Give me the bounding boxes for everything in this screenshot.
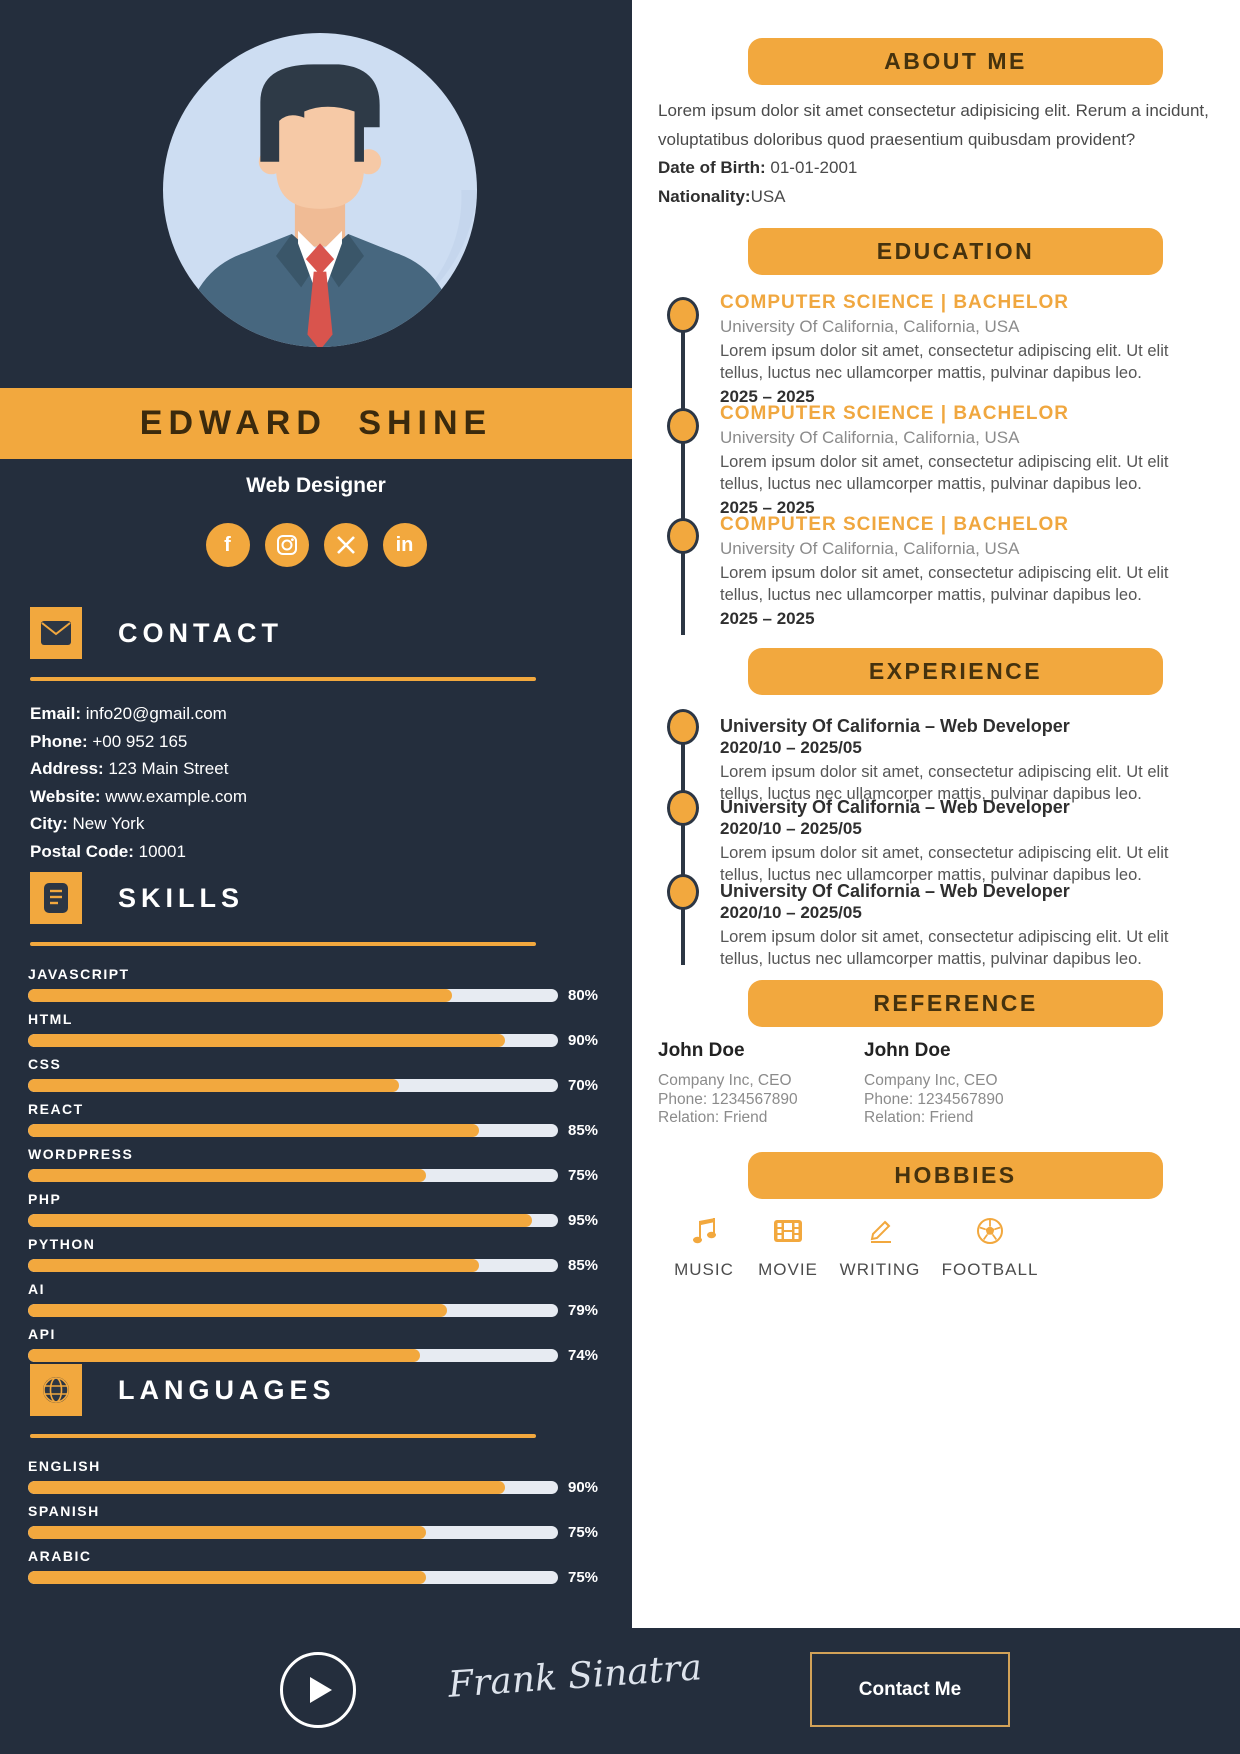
contact-row-email: Email: info20@gmail.com	[30, 704, 227, 723]
instagram-icon[interactable]	[265, 523, 309, 567]
education-timeline-dot	[667, 518, 699, 554]
x-twitter-icon[interactable]	[324, 523, 368, 567]
contact-row-website: Website: www.example.com	[30, 786, 247, 806]
avatar	[163, 33, 477, 347]
job-title: Web Designer	[246, 474, 386, 497]
nationality: Nationality:USA	[658, 186, 786, 206]
skill-python: PYTHON 85%	[28, 1236, 599, 1274]
contact-row-postal: Postal Code: 10001	[30, 841, 186, 861]
notes-icon	[30, 872, 82, 924]
language-english: ENGLISH 90%	[28, 1458, 599, 1496]
about-line-1: Lorem ipsum dolor sit amet consectetur adipisicing elit. Rerum a incidunt,	[658, 101, 1209, 120]
hobby-music: MUSIC	[668, 1212, 740, 1280]
footer	[0, 1628, 1240, 1754]
main-content	[632, 0, 1240, 1628]
reference-heading: REFERENCE	[748, 980, 1163, 1027]
music-icon	[691, 1212, 717, 1250]
education-timeline-dot	[667, 297, 699, 333]
globe-icon	[30, 1364, 82, 1416]
education-timeline-dot	[667, 408, 699, 444]
signature: Frank Sinatra	[446, 1647, 704, 1706]
skills-section-header	[30, 872, 244, 924]
skill-html: HTML 90%	[28, 1011, 599, 1049]
social-links	[0, 523, 632, 567]
play-button[interactable]	[280, 1652, 356, 1728]
skill-wordpress: WORDPRESS 75%	[28, 1146, 599, 1184]
languages-divider	[30, 1434, 536, 1438]
experience-entry: University Of California – Web Developer 2020/10 – 2025/05 Lorem ipsum dolor sit amet, consectetur adipiscing elit. Ut elit tellus, luctus nec ullamcorper mattis, pulvinar dapibus leo.	[720, 797, 1169, 884]
education-entry: COMPUTER SCIENCE | BACHELOR University Of California, California, USA Lorem ipsum dolor sit amet, consectetur adipiscing elit. Ut elit tellus, luctus nec ullamcorper mattis, pulvinar dapibus leo. 2025 – 2025	[720, 292, 1169, 406]
contact-divider	[30, 677, 536, 681]
reference-entry: John Doe Company Inc, CEO Phone: 1234567890 Relation: Friend	[864, 1040, 1004, 1126]
about-text	[658, 97, 1223, 211]
reference-entry: John Doe Company Inc, CEO Phone: 1234567890 Relation: Friend	[658, 1040, 798, 1126]
facebook-icon[interactable]: f	[206, 523, 250, 567]
language-arabic: ARABIC 75%	[28, 1548, 599, 1586]
contact-title: CONTACT	[118, 617, 283, 648]
hobby-movie: MOVIE	[752, 1212, 824, 1280]
hobby-football: FOOTBALL	[936, 1212, 1044, 1280]
name-band	[0, 388, 632, 459]
envelope-icon	[30, 607, 82, 659]
skills-list	[28, 966, 618, 1371]
experience-entry: University Of California – Web Developer 2020/10 – 2025/05 Lorem ipsum dolor sit amet, consectetur adipiscing elit. Ut elit tellus, luctus nec ullamcorper mattis, pulvinar dapibus leo.	[720, 716, 1169, 803]
experience-timeline-dot	[667, 790, 699, 826]
languages-list	[28, 1458, 618, 1593]
experience-timeline-line	[681, 727, 685, 965]
skill-css: CSS 70%	[28, 1056, 599, 1094]
about-line-2: voluptatibus doloribus quod praesentium quibusdam provident?	[658, 129, 1136, 149]
experience-entry: University Of California – Web Developer 2020/10 – 2025/05 Lorem ipsum dolor sit amet, consectetur adipiscing elit. Ut elit tellus, luctus nec ullamcorper mattis, pulvinar dapibus leo.	[720, 881, 1169, 968]
skills-title: SKILLS	[118, 882, 245, 913]
education-entry: COMPUTER SCIENCE | BACHELOR University Of California, California, USA Lorem ipsum dolor sit amet, consectetur adipiscing elit. Ut elit tellus, luctus nec ullamcorper mattis, pulvinar dapibus leo. 2025 – 2025	[720, 514, 1169, 628]
skill-php: PHP 95%	[28, 1191, 599, 1229]
person-name: EDWARD SHINE	[139, 404, 493, 442]
movie-icon	[773, 1212, 803, 1250]
skill-api: API 74%	[28, 1326, 599, 1364]
contact-me-button[interactable]: Contact Me	[810, 1652, 1010, 1727]
contact-section-header	[30, 607, 283, 659]
education-timeline-line	[681, 315, 685, 635]
education-entry: COMPUTER SCIENCE | BACHELOR University Of California, California, USA Lorem ipsum dolor sit amet, consectetur adipiscing elit. Ut elit tellus, luctus nec ullamcorper mattis, pulvinar dapibus leo. 2025 – 2025	[720, 403, 1169, 517]
hobby-writing: WRITING	[836, 1212, 924, 1280]
hobbies-heading: HOBBIES	[748, 1152, 1163, 1199]
skill-ai: AI 79%	[28, 1281, 599, 1319]
skill-react: REACT 85%	[28, 1101, 599, 1139]
about-me-heading: ABOUT ME	[748, 38, 1163, 85]
experience-timeline-dot	[667, 874, 699, 910]
writing-icon	[865, 1212, 895, 1250]
education-heading: EDUCATION	[748, 228, 1163, 275]
avatar-illustration	[163, 33, 477, 347]
languages-section-header	[30, 1364, 336, 1416]
languages-title: LANGUAGES	[118, 1374, 336, 1405]
skill-javascript: JAVASCRIPT 80%	[28, 966, 599, 1004]
contact-rows	[30, 700, 247, 865]
football-icon	[976, 1212, 1004, 1250]
contact-row-phone: Phone: +00 952 165	[30, 731, 188, 751]
experience-timeline-dot	[667, 709, 699, 745]
skills-divider	[30, 942, 536, 946]
linkedin-icon[interactable]: in	[383, 523, 427, 567]
contact-row-address: Address: 123 Main Street	[30, 759, 229, 778]
hobbies-list	[668, 1212, 1056, 1280]
contact-row-city: City: New York	[30, 814, 145, 833]
experience-heading: EXPERIENCE	[748, 648, 1163, 695]
language-spanish: SPANISH 75%	[28, 1503, 599, 1541]
play-icon	[310, 1677, 332, 1703]
date-of-birth: Date of Birth: 01-01-2001	[658, 158, 858, 177]
